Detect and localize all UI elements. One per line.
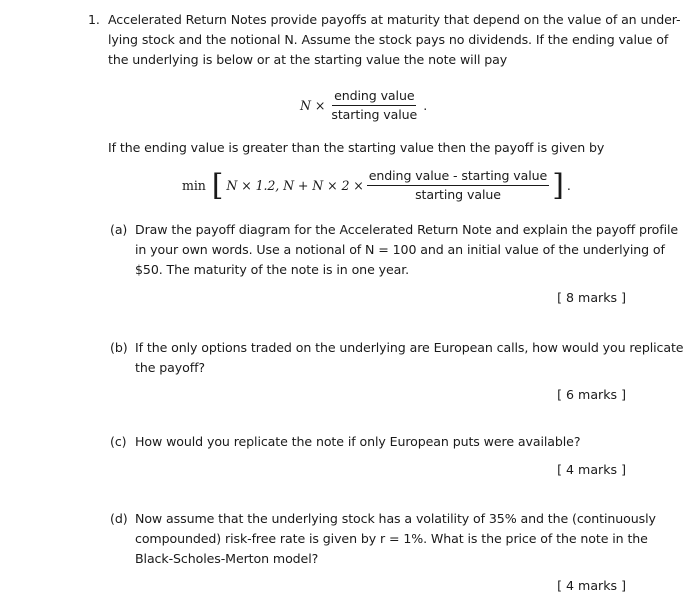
intro-line: Accelerated Return Notes provide payoffs at maturity that depend on the value of an under- (108, 12, 681, 27)
part-line: If the only options traded on the underlying are European calls, how would you replicate (135, 340, 684, 355)
part-line: Draw the payoff diagram for the Accelerated Return Note and explain the payoff profile (135, 222, 679, 237)
part-a-label: (a) (110, 222, 128, 237)
part-b-text (135, 338, 684, 378)
fraction-denominator: starting value (331, 107, 418, 122)
times-symbol: × (314, 97, 326, 113)
formula-capped-payoff (182, 168, 571, 203)
formula-simple-payoff (300, 88, 427, 123)
part-a-marks: [ 8 marks ] (557, 290, 626, 305)
fraction-denominator: starting value (415, 187, 501, 202)
part-c-text (135, 432, 630, 452)
part-line: in your own words. Use a notional of N = 100 and an initial value of the underlying of (135, 242, 665, 257)
fraction-numerator: ending value - starting value (367, 168, 549, 186)
right-bracket: ] (552, 167, 564, 203)
part-d-marks: [ 4 marks ] (557, 578, 626, 593)
part-b-marks: [ 6 marks ] (557, 387, 626, 402)
fraction-return (367, 168, 549, 203)
middle-text: If the ending value is greater than the starting value then the payoff is given by (108, 140, 605, 155)
part-d-text (135, 509, 656, 569)
min-operator: min (182, 177, 206, 193)
question-intro (108, 10, 681, 70)
part-line: How would you replicate the note if only European puts were available? (135, 434, 581, 449)
formula-period: . (566, 177, 571, 193)
formula-inner-terms: N × 1.2, N + N × 2 × (226, 177, 364, 193)
question-number: 1. (88, 12, 100, 27)
part-d-label: (d) (110, 511, 128, 526)
intro-line: the underlying is below or at the starting value the note will pay (108, 52, 508, 67)
part-line: compounded) risk-free rate is given by r = 1%. What is the price of the note in the (135, 531, 648, 546)
part-c-marks: [ 4 marks ] (557, 462, 626, 477)
part-line: the payoff? (135, 360, 205, 375)
formula-period: . (423, 97, 428, 113)
part-c-label: (c) (110, 434, 127, 449)
part-line: Black-Scholes-Merton model? (135, 551, 319, 566)
intro-line: lying stock and the notional N. Assume the stock pays no dividends. If the ending value of (108, 32, 669, 47)
part-line: $50. The maturity of the note is in one year. (135, 262, 410, 277)
fraction-ending-over-starting (329, 88, 419, 123)
part-b-label: (b) (110, 340, 128, 355)
fraction-numerator: ending value (332, 88, 416, 106)
part-line: Now assume that the underlying stock has a volatility of 35% and the (continuously (135, 511, 656, 526)
left-bracket: [ (211, 167, 224, 203)
notional-symbol: N (300, 97, 311, 113)
part-a-text (135, 220, 679, 280)
